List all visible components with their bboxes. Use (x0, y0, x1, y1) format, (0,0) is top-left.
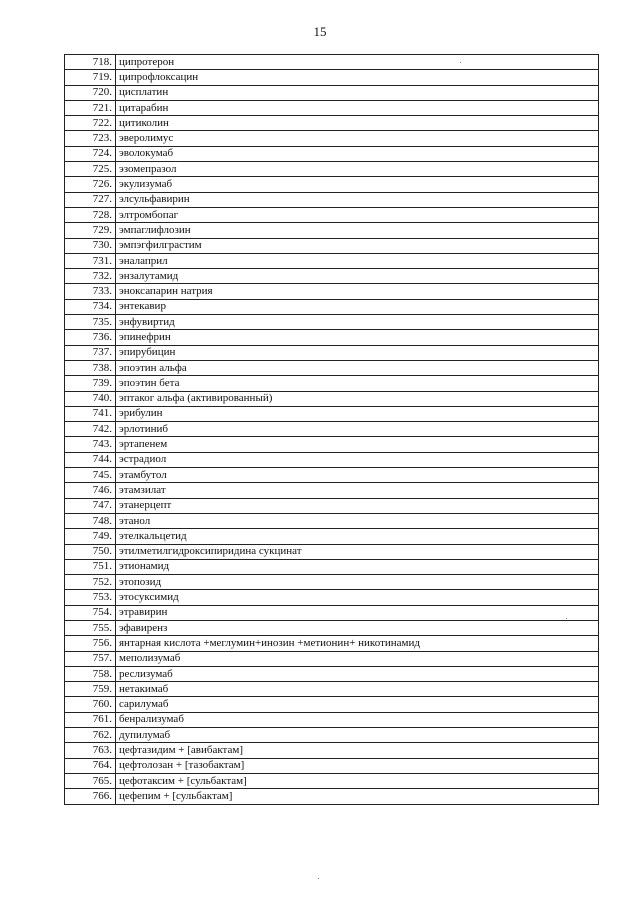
drug-name: эноксапарин натрия (116, 284, 599, 299)
drug-name: эналаприл (116, 253, 599, 268)
drug-name: энфувиртид (116, 315, 599, 330)
table-row (65, 728, 599, 743)
row-number: 762. (65, 728, 116, 743)
table-row (65, 238, 599, 253)
row-number: 765. (65, 773, 116, 788)
table-row (65, 636, 599, 651)
table-row (65, 70, 599, 85)
row-number: 757. (65, 651, 116, 666)
table-row (65, 406, 599, 421)
row-number: 739. (65, 376, 116, 391)
table-row (65, 605, 599, 620)
row-number: 734. (65, 299, 116, 314)
table-row (65, 666, 599, 681)
drug-list-table (64, 54, 599, 805)
drug-name: эстрадиол (116, 452, 599, 467)
row-number: 732. (65, 269, 116, 284)
table-row (65, 146, 599, 161)
row-number: 725. (65, 162, 116, 177)
row-number: 736. (65, 330, 116, 345)
drug-name: этилметилгидроксипиридина сукцинат (116, 544, 599, 559)
row-number: 763. (65, 743, 116, 758)
drug-name: экулизумаб (116, 177, 599, 192)
row-number: 747. (65, 498, 116, 513)
row-number: 761. (65, 712, 116, 727)
row-number: 758. (65, 666, 116, 681)
row-number: 720. (65, 85, 116, 100)
table-row (65, 712, 599, 727)
table-row (65, 544, 599, 559)
table-row (65, 498, 599, 513)
table-row (65, 391, 599, 406)
drug-name: этелкальцетид (116, 529, 599, 544)
row-number: 726. (65, 177, 116, 192)
drug-name: этамзилат (116, 483, 599, 498)
table-row (65, 651, 599, 666)
row-number: 723. (65, 131, 116, 146)
table-row (65, 177, 599, 192)
table-row (65, 269, 599, 284)
drug-name: эпоэтин бета (116, 376, 599, 391)
row-number: 746. (65, 483, 116, 498)
table-row (65, 758, 599, 773)
drug-name: цефтазидим + [авибактам] (116, 743, 599, 758)
table-row (65, 559, 599, 574)
drug-name: этопозид (116, 575, 599, 590)
row-number: 735. (65, 315, 116, 330)
table-row (65, 116, 599, 131)
row-number: 741. (65, 406, 116, 421)
row-number: 719. (65, 70, 116, 85)
drug-list-body (65, 55, 599, 805)
row-number: 742. (65, 422, 116, 437)
drug-name: эпинефрин (116, 330, 599, 345)
table-row (65, 422, 599, 437)
row-number: 722. (65, 116, 116, 131)
drug-name: эфавиренз (116, 620, 599, 635)
table-row (65, 345, 599, 360)
row-number: 766. (65, 789, 116, 804)
table-row (65, 330, 599, 345)
table-row (65, 682, 599, 697)
drug-name: реслизумаб (116, 666, 599, 681)
drug-name: этосуксимид (116, 590, 599, 605)
row-number: 754. (65, 605, 116, 620)
row-number: 729. (65, 223, 116, 238)
table-row (65, 437, 599, 452)
table-row (65, 131, 599, 146)
table-row (65, 55, 599, 70)
table-row (65, 452, 599, 467)
drug-name: цефепим + [сульбактам] (116, 789, 599, 804)
row-number: 744. (65, 452, 116, 467)
row-number: 737. (65, 345, 116, 360)
row-number: 755. (65, 620, 116, 635)
table-row (65, 315, 599, 330)
row-number: 740. (65, 391, 116, 406)
drug-name: этравирин (116, 605, 599, 620)
drug-name: цефотаксим + [сульбактам] (116, 773, 599, 788)
drug-name: эзомепразол (116, 162, 599, 177)
table-row (65, 192, 599, 207)
table-row (65, 360, 599, 375)
drug-name: эрибулин (116, 406, 599, 421)
table-row (65, 468, 599, 483)
row-number: 750. (65, 544, 116, 559)
drug-name: эмпэгфилграстим (116, 238, 599, 253)
row-number: 718. (65, 55, 116, 70)
row-number: 753. (65, 590, 116, 605)
table-row (65, 743, 599, 758)
table-row (65, 85, 599, 100)
row-number: 727. (65, 192, 116, 207)
row-number: 743. (65, 437, 116, 452)
drug-name: ципротерон (116, 55, 599, 70)
table-row (65, 590, 599, 605)
table-row (65, 207, 599, 222)
table-row (65, 575, 599, 590)
row-number: 759. (65, 682, 116, 697)
drug-name: эпирубицин (116, 345, 599, 360)
table-row (65, 223, 599, 238)
drug-name: цитарабин (116, 100, 599, 115)
drug-name: эртапенем (116, 437, 599, 452)
table-row (65, 697, 599, 712)
scan-speck (566, 618, 567, 619)
row-number: 764. (65, 758, 116, 773)
drug-name: цитиколин (116, 116, 599, 131)
drug-name: нетакимаб (116, 682, 599, 697)
row-number: 733. (65, 284, 116, 299)
drug-name: энтекавир (116, 299, 599, 314)
drug-name: меполизумаб (116, 651, 599, 666)
drug-name: сарилумаб (116, 697, 599, 712)
drug-name: дупилумаб (116, 728, 599, 743)
drug-name: янтарная кислота +меглумин+инозин +метионин+ никотинамид (116, 636, 599, 651)
row-number: 748. (65, 513, 116, 528)
scan-speck (460, 62, 461, 63)
drug-name: этанол (116, 513, 599, 528)
drug-name: эверолимус (116, 131, 599, 146)
row-number: 730. (65, 238, 116, 253)
drug-name: этанерцепт (116, 498, 599, 513)
drug-name: эрлотиниб (116, 422, 599, 437)
row-number: 756. (65, 636, 116, 651)
scan-speck (318, 878, 319, 879)
drug-name: бенрализумаб (116, 712, 599, 727)
row-number: 745. (65, 468, 116, 483)
row-number: 738. (65, 360, 116, 375)
table-row (65, 100, 599, 115)
row-number: 749. (65, 529, 116, 544)
drug-name: этамбутол (116, 468, 599, 483)
drug-name: эволокумаб (116, 146, 599, 161)
row-number: 751. (65, 559, 116, 574)
drug-name: цисплатин (116, 85, 599, 100)
row-number: 752. (65, 575, 116, 590)
table-row (65, 162, 599, 177)
table-row (65, 299, 599, 314)
table-row (65, 513, 599, 528)
row-number: 724. (65, 146, 116, 161)
row-number: 731. (65, 253, 116, 268)
row-number: 728. (65, 207, 116, 222)
page-number: 15 (313, 24, 327, 39)
drug-name: эпоэтин альфа (116, 360, 599, 375)
table-row (65, 773, 599, 788)
table-row (65, 789, 599, 804)
table-row (65, 529, 599, 544)
row-number: 760. (65, 697, 116, 712)
table-row (65, 284, 599, 299)
table-row (65, 253, 599, 268)
drug-name: элтромбопаг (116, 207, 599, 222)
table-row (65, 376, 599, 391)
table-row (65, 483, 599, 498)
drug-name: ципрофлоксацин (116, 70, 599, 85)
drug-name: элсульфавирин (116, 192, 599, 207)
drug-name: цефтолозан + [тазобактам] (116, 758, 599, 773)
drug-name: эптаког альфа (активированный) (116, 391, 599, 406)
row-number: 721. (65, 100, 116, 115)
drug-name: этионамид (116, 559, 599, 574)
table-row (65, 620, 599, 635)
drug-name: энзалутамид (116, 269, 599, 284)
drug-name: эмпаглифлозин (116, 223, 599, 238)
